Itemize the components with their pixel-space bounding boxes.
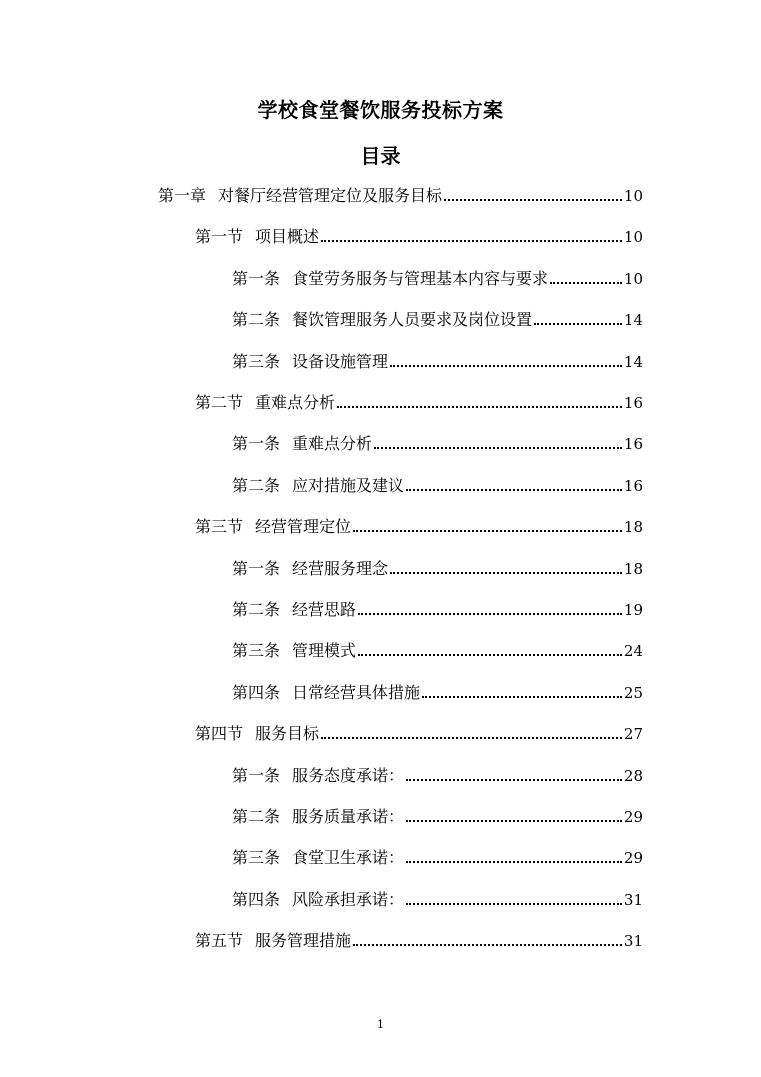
toc-entry-title: 餐饮管理服务人员要求及岗位设置 — [292, 310, 533, 330]
toc-entry-number: 第一条 — [232, 434, 281, 454]
toc-entry-number: 第二条 — [232, 475, 281, 495]
toc-entry-number: 第二条 — [232, 310, 281, 330]
toc-entry-number: 第三条 — [232, 641, 281, 661]
toc-entry-page: 16 — [623, 394, 643, 412]
toc-entry-page: 14 — [623, 352, 643, 371]
toc-dot-leader — [358, 613, 622, 615]
toc-dot-leader — [390, 572, 622, 574]
toc-entry-number: 第四条 — [232, 682, 281, 702]
toc-entry-page: 18 — [623, 559, 643, 578]
toc-entry[interactable] — [195, 387, 643, 413]
toc-entry-title: 服务目标 — [255, 724, 320, 744]
toc-entry-title: 服务管理措施 — [255, 931, 352, 951]
toc-entry-number: 第二节 — [195, 393, 244, 412]
toc-entry-page: 18 — [623, 518, 643, 537]
toc-dot-leader — [406, 903, 622, 905]
toc-dot-leader — [444, 199, 622, 201]
toc-entry-page: 31 — [623, 932, 643, 951]
toc-entry[interactable] — [232, 635, 643, 661]
toc-entry-page: 28 — [623, 766, 643, 785]
toc-entry-title: 食堂卫生承诺： — [292, 848, 405, 868]
toc-dot-leader — [353, 944, 622, 946]
toc-entry-title: 应对措施及建议 — [292, 475, 405, 495]
toc-heading: 目录 — [360, 144, 401, 168]
toc-entry-title: 重难点分析 — [255, 393, 336, 412]
toc-dot-leader — [422, 696, 622, 698]
toc-dot-leader — [406, 820, 622, 822]
toc-entry[interactable] — [195, 925, 643, 951]
toc-entry-page: 10 — [623, 187, 643, 205]
toc-entry[interactable] — [195, 511, 643, 537]
toc-dot-leader — [321, 737, 622, 739]
toc-dot-leader — [550, 282, 622, 284]
toc-entry-number: 第一条 — [232, 558, 281, 578]
toc-entry-title: 日常经营具体措施 — [292, 682, 421, 702]
toc-dot-leader — [337, 406, 622, 408]
toc-entry[interactable] — [232, 346, 643, 372]
toc-entry-page: 24 — [623, 642, 643, 661]
toc-entry-title: 经营管理定位 — [255, 517, 352, 537]
toc-entry-page: 10 — [623, 228, 643, 247]
toc-entry-page: 16 — [623, 435, 643, 454]
toc-entry[interactable] — [232, 842, 643, 868]
toc-entry-number: 第一条 — [232, 268, 281, 288]
toc-dot-leader — [390, 365, 622, 367]
toc-entry-number: 第五节 — [195, 931, 244, 951]
toc-entry[interactable] — [232, 801, 643, 827]
toc-dot-leader — [406, 861, 622, 863]
toc-entry-page: 14 — [623, 311, 643, 330]
toc-entry-title: 项目概述 — [255, 227, 320, 247]
toc-entry-number: 第二条 — [232, 600, 281, 619]
toc-dot-leader — [406, 489, 622, 491]
toc-entry[interactable] — [195, 718, 643, 744]
toc-entry-number: 第三节 — [195, 517, 244, 537]
toc-entry-number: 第一章 — [158, 186, 207, 205]
page-number: 1 — [377, 1018, 384, 1031]
toc-entry-page: 27 — [623, 725, 643, 744]
toc-entry[interactable] — [232, 470, 643, 496]
toc-entry-number: 第三条 — [232, 848, 281, 868]
toc-entry-page: 29 — [623, 808, 643, 826]
toc-entry-title: 设备设施管理 — [292, 351, 389, 371]
toc-entry[interactable] — [232, 428, 643, 454]
toc-entry[interactable] — [232, 760, 643, 786]
toc-entry-title: 风险承担承诺： — [292, 889, 405, 909]
toc-entry-title: 经营思路 — [292, 600, 357, 619]
toc-dot-leader — [406, 779, 622, 781]
toc-entry-title: 重难点分析 — [292, 434, 373, 454]
toc-entry-number: 第四节 — [195, 724, 244, 744]
toc-dot-leader — [374, 447, 622, 449]
toc-entry-title: 服务态度承诺： — [292, 765, 405, 785]
toc-entry-number: 第一条 — [232, 765, 281, 785]
toc-dot-leader — [321, 240, 622, 242]
toc-entry-title: 对餐厅经营管理定位及服务目标 — [218, 186, 443, 205]
toc-entry-page: 10 — [623, 269, 643, 288]
document-title: 学校食堂餐饮服务投标方案 — [257, 98, 504, 122]
toc-entry-page: 29 — [623, 849, 643, 868]
toc-entry[interactable] — [195, 221, 643, 247]
toc-dot-leader — [353, 530, 622, 532]
toc-dot-leader — [534, 323, 622, 325]
toc-entry-number: 第四条 — [232, 889, 281, 909]
toc-entry-page: 25 — [623, 683, 643, 702]
toc-entry-page: 16 — [623, 476, 643, 495]
toc-entry-title: 管理模式 — [292, 641, 357, 661]
toc-entry-title: 经营服务理念 — [292, 558, 389, 578]
toc-entry[interactable] — [232, 677, 643, 703]
toc-entry-number: 第一节 — [195, 227, 244, 247]
toc-entry[interactable] — [232, 594, 643, 620]
toc-entry-number: 第二条 — [232, 807, 281, 826]
toc-entry-page: 19 — [623, 601, 643, 619]
toc-entry-number: 第三条 — [232, 351, 281, 371]
toc-entry[interactable] — [232, 263, 643, 289]
toc-entry-page: 31 — [623, 890, 643, 909]
toc-entry[interactable] — [232, 304, 643, 330]
toc-dot-leader — [358, 654, 622, 656]
toc-entry[interactable] — [232, 553, 643, 579]
toc-entry[interactable] — [158, 180, 643, 206]
toc-entry-title: 食堂劳务服务与管理基本内容与要求 — [292, 268, 549, 288]
toc-entry-title: 服务质量承诺： — [292, 807, 405, 826]
toc-entry[interactable] — [232, 884, 643, 910]
